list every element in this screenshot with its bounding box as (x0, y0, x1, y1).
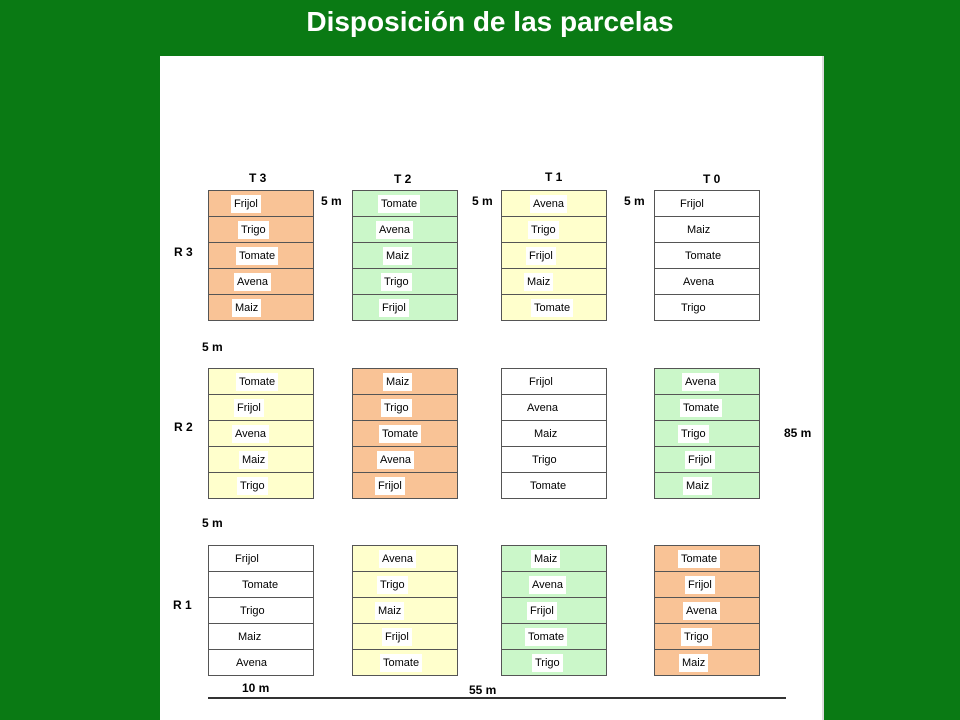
col-gap-label-1: 5 m (321, 194, 342, 208)
plot-cell (655, 369, 759, 395)
total-height-label: 85 m (784, 426, 812, 440)
plot-cell (353, 369, 457, 395)
plot-cell (655, 395, 759, 421)
crop-label: Avena (234, 273, 271, 291)
plot-cell (655, 473, 759, 498)
plot-cell (502, 191, 606, 217)
plot-cell (209, 421, 313, 447)
plot-cell (353, 269, 457, 295)
crop-label: Trigo (381, 273, 412, 291)
page-title: Disposición de las parcelas (306, 6, 674, 37)
plot-cell (655, 295, 759, 320)
plot-r3-t1 (501, 190, 607, 321)
plot-cell (209, 243, 313, 269)
crop-label: Frijol (527, 602, 557, 620)
plot-r1-t2 (352, 545, 458, 676)
crop-label: Avena (682, 373, 719, 391)
crop-label: Frijol (382, 628, 412, 646)
plot-cell (502, 650, 606, 675)
crop-label: Trigo (678, 299, 709, 317)
crop-label: Trigo (377, 576, 408, 594)
crop-label: Frijol (375, 477, 405, 495)
crop-label: Tomate (527, 477, 569, 495)
total-width-label: 55 m (469, 683, 497, 697)
plot-r1-t1 (501, 545, 607, 676)
plot-cell (502, 295, 606, 320)
crop-label: Tomate (379, 425, 421, 443)
crop-label: Maiz (239, 451, 268, 469)
col-gap-label-3: 5 m (624, 194, 645, 208)
plot-cell (209, 650, 313, 675)
plot-cell (353, 395, 457, 421)
crop-label: Avena (524, 399, 561, 417)
crop-label: Frijol (526, 373, 556, 391)
plot-cell (209, 191, 313, 217)
crop-label: Maiz (679, 654, 708, 672)
baseline (208, 697, 786, 699)
crop-label: Avena (379, 550, 416, 568)
plot-cell (353, 217, 457, 243)
plot-cell (655, 421, 759, 447)
crop-label: Frijol (232, 550, 262, 568)
treatment-label-t3: T 3 (249, 171, 267, 185)
plot-cell (655, 572, 759, 598)
plot-cell (353, 624, 457, 650)
crop-label: Trigo (678, 425, 709, 443)
crop-label: Maiz (232, 299, 261, 317)
crop-label: Frijol (685, 451, 715, 469)
crop-label: Maiz (683, 477, 712, 495)
row-gap-label-1: 5 m (202, 340, 223, 354)
plot-cell (209, 217, 313, 243)
plot-cell (353, 295, 457, 320)
crop-label: Maiz (375, 602, 404, 620)
plot-r3-t3 (208, 190, 314, 321)
plot-cell (353, 473, 457, 498)
plot-cell (655, 598, 759, 624)
plot-cell (502, 269, 606, 295)
plot-cell (655, 447, 759, 473)
crop-label: Tomate (236, 373, 278, 391)
plot-cell (655, 624, 759, 650)
crop-label: Trigo (381, 399, 412, 417)
plot-cell (502, 243, 606, 269)
crop-label: Frijol (526, 247, 556, 265)
crop-label: Trigo (528, 221, 559, 239)
crop-label: Maiz (235, 628, 264, 646)
rep-label-r1: R 1 (173, 598, 192, 612)
crop-label: Tomate (380, 654, 422, 672)
plot-cell (353, 546, 457, 572)
plot-cell (655, 650, 759, 675)
plot-cell (502, 572, 606, 598)
treatment-label-t2: T 2 (394, 172, 412, 186)
crop-label: Avena (680, 273, 717, 291)
plot-cell (209, 295, 313, 320)
plot-cell (655, 269, 759, 295)
plot-cell (353, 572, 457, 598)
plot-cell (209, 572, 313, 598)
crop-label: Frijol (677, 195, 707, 213)
crop-label: Avena (377, 451, 414, 469)
plot-r3-t0 (654, 190, 760, 321)
plot-r1-t3 (208, 545, 314, 676)
crop-label: Avena (232, 425, 269, 443)
plot-cell (209, 395, 313, 421)
plot-cell (353, 447, 457, 473)
plot-cell (502, 447, 606, 473)
plot-cell (502, 395, 606, 421)
crop-label: Avena (530, 195, 567, 213)
plot-cell (353, 243, 457, 269)
plot-cell (353, 650, 457, 675)
plot-r2-t2 (352, 368, 458, 499)
crop-label: Maiz (383, 247, 412, 265)
plot-cell (209, 447, 313, 473)
crop-label: Maiz (383, 373, 412, 391)
plot-cell (502, 624, 606, 650)
crop-label: Tomate (525, 628, 567, 646)
plot-cell (502, 473, 606, 498)
plot-cell (655, 191, 759, 217)
crop-label: Trigo (237, 477, 268, 495)
plot-r1-t0 (654, 545, 760, 676)
crop-label: Trigo (237, 602, 268, 620)
plot-cell (209, 473, 313, 498)
plot-cell (502, 369, 606, 395)
crop-label: Frijol (231, 195, 261, 213)
crop-label: Avena (529, 576, 566, 594)
crop-label: Avena (683, 602, 720, 620)
plot-cell (655, 546, 759, 572)
crop-label: Trigo (529, 451, 560, 469)
plot-cell (655, 243, 759, 269)
plot-r2-t1 (501, 368, 607, 499)
crop-label: Trigo (532, 654, 563, 672)
crop-label: Avena (376, 221, 413, 239)
plot-cell (353, 421, 457, 447)
plot-width-label: 10 m (242, 681, 270, 695)
plot-cell (209, 546, 313, 572)
plot-cell (502, 546, 606, 572)
plot-cell (502, 598, 606, 624)
crop-label: Tomate (680, 399, 722, 417)
crop-label: Frijol (234, 399, 264, 417)
crop-label: Tomate (678, 550, 720, 568)
col-gap-label-2: 5 m (472, 194, 493, 208)
plot-cell (353, 598, 457, 624)
rep-label-r2: R 2 (174, 420, 193, 434)
crop-label: Tomate (239, 576, 281, 594)
crop-label: Maiz (531, 425, 560, 443)
plot-r2-t3 (208, 368, 314, 499)
crop-label: Frijol (379, 299, 409, 317)
plot-r2-t0 (654, 368, 760, 499)
plot-cell (502, 217, 606, 243)
crop-label: Maiz (524, 273, 553, 291)
crop-label: Trigo (681, 628, 712, 646)
plot-cell (209, 369, 313, 395)
plot-cell (209, 598, 313, 624)
crop-label: Tomate (531, 299, 573, 317)
crop-label: Avena (233, 654, 270, 672)
crop-label: Maiz (531, 550, 560, 568)
treatment-label-t1: T 1 (545, 170, 563, 184)
crop-label: Tomate (378, 195, 420, 213)
plot-r3-t2 (352, 190, 458, 321)
plot-cell (353, 191, 457, 217)
plot-cell (209, 269, 313, 295)
crop-label: Maiz (684, 221, 713, 239)
rep-label-r3: R 3 (174, 245, 193, 259)
crop-label: Trigo (238, 221, 269, 239)
crop-label: Tomate (236, 247, 278, 265)
crop-label: Frijol (685, 576, 715, 594)
crop-label: Tomate (682, 247, 724, 265)
treatment-label-t0: T 0 (703, 172, 721, 186)
row-gap-label-2: 5 m (202, 516, 223, 530)
plot-cell (655, 217, 759, 243)
plot-cell (209, 624, 313, 650)
plot-cell (502, 421, 606, 447)
